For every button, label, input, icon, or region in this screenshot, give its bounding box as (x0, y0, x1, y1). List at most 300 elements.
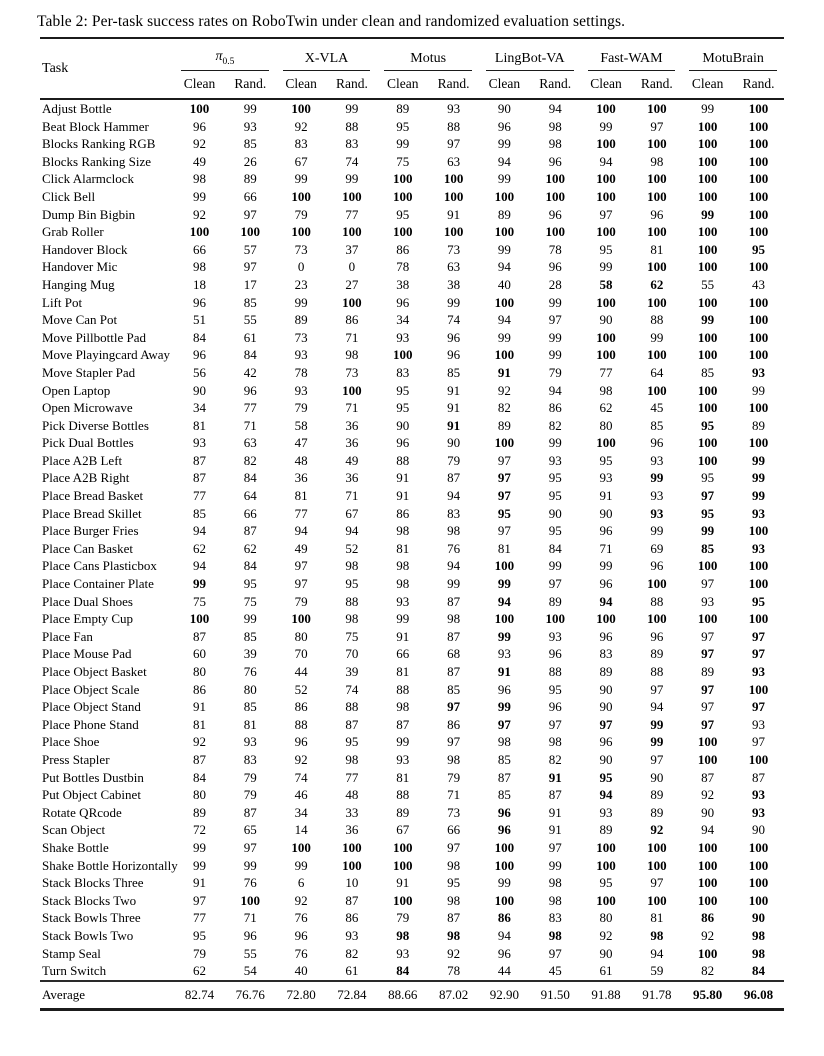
success-rate-cell: 100 (596, 224, 616, 240)
success-rate-cell: 93 (752, 787, 766, 803)
success-rate-cell: 96 (497, 118, 511, 134)
task-name-cell: Place A2B Right (42, 470, 130, 486)
success-rate-cell: 99 (345, 171, 359, 187)
success-rate-cell: 93 (650, 488, 664, 504)
task-name-cell: Click Alarmclock (42, 171, 135, 187)
success-rate-cell: 100 (697, 734, 718, 750)
success-rate-cell: 98 (192, 259, 206, 275)
success-rate-cell: 77 (294, 505, 308, 521)
success-rate-cell: 91 (192, 699, 206, 715)
success-rate-cell: 91 (548, 804, 562, 820)
table-row (40, 118, 784, 136)
success-rate-cell: 90 (192, 382, 206, 398)
success-rate-cell: 95 (701, 470, 715, 486)
success-rate-cell: 63 (447, 259, 461, 275)
success-rate-cell: 58 (599, 276, 613, 292)
table-row (40, 786, 784, 804)
success-rate-cell: 98 (396, 576, 410, 592)
success-rate-cell: 94 (497, 312, 511, 328)
column-header-rand: Rand. (234, 76, 267, 91)
success-rate-cell: 87 (243, 804, 257, 820)
success-rate-cell: 97 (447, 699, 461, 715)
success-rate-cell: 94 (701, 822, 715, 838)
success-rate-cell: 100 (494, 188, 515, 204)
success-rate-cell: 89 (548, 593, 562, 609)
success-rate-cell: 73 (447, 804, 461, 820)
success-rate-cell: 100 (189, 611, 210, 627)
success-rate-cell: 89 (752, 417, 766, 433)
success-rate-cell: 100 (697, 136, 718, 152)
success-rate-cell: 97 (447, 839, 461, 855)
success-rate-cell: 96 (192, 294, 206, 310)
success-rate-cell: 100 (494, 611, 515, 627)
success-rate-cell: 85 (243, 294, 257, 310)
table-row (40, 909, 784, 927)
success-rate-cell: 93 (497, 646, 511, 662)
success-rate-cell: 99 (497, 241, 511, 257)
success-rate-cell: 94 (345, 523, 359, 539)
success-rate-cell: 71 (345, 488, 359, 504)
success-rate-cell: 96 (650, 206, 664, 222)
success-rate-cell: 75 (243, 593, 257, 609)
success-rate-cell: 100 (697, 751, 718, 767)
success-rate-cell: 56 (192, 364, 206, 380)
success-rate-cell: 99 (701, 101, 715, 116)
success-rate-cell: 98 (548, 118, 562, 134)
task-name-cell: Stack Blocks Three (42, 875, 144, 891)
success-rate-cell: 66 (396, 646, 410, 662)
success-rate-cell: 97 (192, 892, 206, 908)
table-header (40, 38, 784, 99)
success-rate-cell: 95 (548, 470, 562, 486)
success-rate-cell: 97 (599, 716, 613, 732)
success-rate-cell: 86 (345, 910, 359, 926)
success-rate-cell: 44 (294, 664, 308, 679)
average-label-cell: Average (42, 986, 86, 1002)
success-rate-cell: 98 (650, 927, 664, 943)
success-rate-cell: 91 (548, 822, 562, 838)
success-rate-cell: 92 (599, 927, 613, 943)
task-name-cell: Open Microwave (42, 400, 133, 416)
success-rate-cell: 100 (393, 188, 413, 204)
success-rate-cell: 87 (345, 716, 359, 732)
success-rate-cell: 77 (345, 769, 359, 785)
task-name-cell: Stack Bowls Two (42, 927, 134, 943)
success-rate-cell: 93 (599, 804, 613, 820)
column-header-rand: Rand. (437, 76, 470, 91)
success-rate-cell: 100 (494, 294, 515, 310)
success-rate-cell: 100 (647, 576, 667, 592)
success-rate-cell: 100 (748, 576, 769, 592)
success-rate-cell: 100 (697, 241, 718, 257)
success-rate-cell: 100 (748, 224, 769, 240)
success-rate-cell: 98 (396, 523, 410, 539)
success-rate-cell: 97 (548, 716, 562, 732)
column-header-rand: Rand. (539, 76, 572, 91)
success-rate-cell: 96 (243, 927, 257, 943)
success-rate-cell: 100 (494, 857, 515, 873)
success-rate-cell: 86 (396, 241, 410, 257)
column-header-clean: Clean (387, 76, 419, 91)
success-rate-cell: 100 (647, 857, 667, 873)
success-rate-cell: 96 (294, 927, 308, 943)
success-rate-cell: 87 (701, 769, 715, 785)
column-header-rand: Rand. (742, 76, 775, 91)
success-rate-cell: 78 (294, 364, 308, 380)
success-rate-cell: 100 (748, 312, 769, 328)
average-value-cell: 91.88 (591, 986, 621, 1002)
success-rate-cell: 100 (596, 171, 616, 187)
success-rate-cell: 96 (548, 646, 562, 662)
success-rate-cell: 100 (647, 101, 667, 116)
average-value-cell: 72.80 (286, 986, 316, 1002)
success-rate-cell: 100 (596, 101, 616, 116)
column-header-rand: Rand. (335, 76, 368, 91)
success-rate-cell: 100 (393, 857, 413, 873)
table-row (40, 575, 784, 593)
success-rate-cell: 95 (396, 400, 410, 416)
success-rate-cell: 100 (240, 224, 261, 240)
table-row (40, 170, 784, 188)
success-rate-cell: 72 (192, 822, 206, 838)
success-rate-cell: 93 (548, 628, 562, 644)
success-rate-cell: 81 (243, 716, 257, 732)
success-rate-cell: 99 (192, 188, 206, 204)
success-rate-cell: 91 (192, 875, 206, 891)
table-row (40, 733, 784, 751)
success-rate-cell: 93 (294, 347, 308, 363)
success-rate-cell: 100 (545, 611, 565, 627)
success-rate-cell: 98 (548, 875, 562, 891)
task-name-cell: Move Playingcard Away (42, 347, 171, 363)
success-rate-cell: 95 (192, 927, 206, 943)
success-rate-cell: 95 (243, 576, 257, 592)
success-rate-cell: 91 (396, 628, 410, 644)
success-rate-cell: 87 (243, 523, 257, 539)
success-rate-cell: 76 (243, 875, 257, 891)
task-name-cell: Place Object Scale (42, 681, 140, 697)
success-rate-cell: 100 (697, 892, 718, 908)
average-value-cell: 72.84 (337, 986, 367, 1002)
success-rate-cell: 97 (548, 945, 562, 961)
success-rate-cell: 82 (345, 945, 359, 961)
success-rate-cell: 100 (697, 188, 718, 204)
success-rate-cell: 71 (345, 329, 359, 345)
success-rate-cell: 99 (294, 171, 308, 187)
success-rate-cell: 81 (650, 241, 664, 257)
success-rate-cell: 49 (345, 452, 359, 468)
success-rate-cell: 100 (647, 171, 667, 187)
table-row (40, 311, 784, 329)
success-rate-cell: 63 (243, 435, 257, 451)
success-rate-cell: 97 (548, 312, 562, 328)
success-rate-cell: 81 (497, 540, 511, 556)
success-rate-cell: 100 (748, 153, 769, 169)
success-rate-cell: 92 (294, 892, 308, 908)
success-rate-cell: 91 (396, 470, 410, 486)
success-rate-cell: 88 (345, 593, 359, 609)
success-rate-cell: 93 (599, 470, 613, 486)
success-rate-cell: 99 (701, 206, 715, 222)
success-rate-cell: 99 (294, 294, 308, 310)
success-rate-cell: 89 (192, 804, 206, 820)
header-row-models (40, 38, 784, 71)
task-name-cell: Place Object Stand (42, 699, 141, 715)
success-rate-cell: 93 (243, 118, 257, 134)
success-rate-cell: 88 (396, 787, 410, 803)
success-rate-cell: 91 (396, 488, 410, 504)
table-row (40, 399, 784, 417)
success-rate-cell: 58 (294, 417, 308, 433)
success-rate-cell: 92 (192, 136, 206, 152)
success-rate-cell: 95 (396, 118, 410, 134)
success-rate-cell: 100 (545, 171, 565, 187)
success-rate-cell: 91 (599, 488, 613, 504)
success-rate-cell: 85 (701, 364, 715, 380)
success-rate-cell: 96 (497, 681, 511, 697)
success-rate-cell: 86 (497, 910, 511, 926)
success-rate-cell: 85 (497, 787, 511, 803)
success-rate-cell: 87 (497, 769, 511, 785)
success-rate-cell: 98 (396, 558, 410, 574)
success-rate-cell: 66 (243, 188, 257, 204)
success-rate-cell: 94 (447, 488, 461, 504)
success-rate-cell: 89 (650, 804, 664, 820)
average-value-cell: 95.80 (693, 986, 723, 1002)
success-rate-cell: 99 (192, 857, 206, 873)
task-name-cell: Pick Diverse Bottles (42, 417, 149, 433)
task-name-cell: Grab Roller (42, 224, 104, 240)
success-rate-cell: 93 (752, 364, 766, 380)
success-rate-cell: 100 (494, 839, 515, 855)
success-rate-cell: 94 (599, 593, 613, 609)
success-rate-cell: 89 (497, 417, 511, 433)
success-rate-cell: 71 (243, 417, 257, 433)
success-rate-cell: 89 (294, 312, 308, 328)
success-rate-cell: 93 (396, 329, 410, 345)
success-rate-cell: 86 (447, 716, 461, 732)
success-rate-cell: 26 (243, 153, 257, 169)
success-rate-cell: 99 (548, 329, 562, 345)
success-rate-cell: 34 (396, 312, 410, 328)
success-rate-cell: 97 (650, 751, 664, 767)
success-rate-cell: 100 (596, 857, 616, 873)
success-rate-cell: 93 (447, 101, 461, 116)
table-row (40, 258, 784, 276)
table-row (40, 628, 784, 646)
success-rate-cell: 99 (548, 857, 562, 873)
success-rate-cell: 93 (650, 452, 664, 468)
success-rate-cell: 80 (599, 417, 613, 433)
success-rate-cell: 83 (345, 136, 359, 152)
success-rate-cell: 62 (192, 963, 206, 979)
task-name-cell: Place Container Plate (42, 576, 154, 592)
success-rate-cell: 100 (748, 611, 769, 627)
success-rate-cell: 84 (192, 329, 206, 345)
success-rate-cell: 87 (192, 751, 206, 767)
success-rate-cell: 73 (447, 241, 461, 257)
success-rate-cell: 93 (345, 927, 359, 943)
success-rate-cell: 87 (192, 470, 206, 486)
success-rate-cell: 90 (396, 417, 410, 433)
success-rate-cell: 87 (192, 452, 206, 468)
table-row (40, 663, 784, 681)
success-rate-cell: 83 (294, 136, 308, 152)
success-rate-cell: 100 (291, 101, 311, 116)
task-name-cell: Place Burger Fries (42, 523, 139, 539)
success-rate-cell: 78 (396, 259, 410, 275)
success-rate-cell: 97 (243, 839, 257, 855)
success-rate-cell: 100 (596, 329, 616, 345)
success-rate-cell: 89 (701, 664, 715, 679)
success-rate-cell: 99 (497, 875, 511, 891)
success-rate-cell: 91 (497, 364, 511, 380)
success-rate-cell: 10 (345, 875, 359, 891)
success-rate-cell: 93 (752, 716, 766, 732)
average-value-cell: 92.90 (489, 986, 520, 1002)
success-rate-cell: 75 (396, 153, 410, 169)
success-rate-cell: 89 (599, 664, 613, 679)
column-header-model (377, 38, 479, 71)
task-name-cell: Place Shoe (42, 734, 100, 750)
success-rate-cell: 89 (243, 171, 257, 187)
success-rate-cell: 93 (396, 593, 410, 609)
task-name-cell: Place Bread Skillet (42, 505, 142, 521)
success-rate-cell: 100 (596, 611, 616, 627)
success-rate-cell: 100 (342, 224, 362, 240)
success-rate-cell: 93 (752, 804, 766, 820)
success-rate-cell: 97 (599, 206, 613, 222)
table-row (40, 153, 784, 171)
success-rate-cell: 93 (243, 734, 257, 750)
success-rate-cell: 93 (752, 664, 766, 679)
success-rate-cell: 82 (497, 400, 511, 416)
success-rate-cell: 87 (447, 628, 461, 644)
success-rate-cell: 99 (650, 716, 664, 732)
task-name-cell: Place Cans Plasticbox (42, 558, 157, 574)
success-rate-cell: 95 (548, 488, 562, 504)
table-row (40, 857, 784, 875)
success-rate-cell: 99 (752, 382, 766, 398)
success-rate-cell: 86 (396, 505, 410, 521)
success-rate-cell: 92 (192, 206, 206, 222)
success-rate-cell: 39 (345, 664, 359, 679)
success-rate-cell: 94 (650, 945, 664, 961)
success-rate-cell: 98 (548, 927, 562, 943)
success-rate-cell: 97 (294, 558, 308, 574)
task-name-cell: Pick Dual Bottles (42, 435, 134, 451)
success-rate-cell: 100 (291, 839, 311, 855)
success-rate-cell: 100 (748, 259, 769, 275)
success-rate-cell: 97 (701, 628, 715, 644)
success-rate-cell: 84 (396, 963, 410, 979)
success-rate-cell: 100 (494, 558, 515, 574)
success-rate-cell: 70 (294, 646, 308, 662)
task-name-cell: Move Can Pot (42, 312, 118, 328)
success-rate-cell: 98 (497, 734, 511, 750)
success-rate-cell: 100 (748, 875, 769, 891)
success-rate-cell: 69 (650, 540, 664, 556)
success-rate-cell: 83 (447, 505, 461, 521)
success-rate-cell: 37 (345, 241, 359, 257)
success-rate-cell: 95 (701, 505, 715, 521)
success-rate-cell: 81 (650, 910, 664, 926)
success-rate-cell: 99 (701, 523, 715, 539)
success-rate-cell: 90 (752, 910, 766, 926)
success-rate-cell: 90 (548, 505, 562, 521)
success-rate-cell: 96 (497, 822, 511, 838)
success-rate-cell: 23 (294, 276, 308, 292)
success-rate-cell: 90 (599, 751, 613, 767)
task-name-cell: Rotate QRcode (42, 804, 122, 820)
success-rate-cell: 74 (345, 681, 359, 697)
success-rate-cell: 67 (294, 153, 308, 169)
success-rate-cell: 74 (345, 153, 359, 169)
success-rate-cell: 52 (294, 681, 308, 697)
success-rate-cell: 90 (599, 505, 613, 521)
success-rate-cell: 68 (447, 646, 461, 662)
success-rate-cell: 94 (447, 558, 461, 574)
success-rate-cell: 96 (192, 118, 206, 134)
success-rate-cell: 97 (701, 716, 715, 732)
table-row (40, 821, 784, 839)
success-rate-cell: 97 (650, 118, 664, 134)
success-rate-cell: 79 (294, 593, 308, 609)
success-rate-cell: 97 (548, 839, 562, 855)
table-row (40, 206, 784, 224)
success-rate-cell: 84 (752, 963, 766, 979)
task-name-cell: Place A2B Left (42, 452, 123, 468)
success-rate-cell: 87 (548, 787, 562, 803)
success-rate-cell: 100 (596, 347, 616, 363)
success-rate-cell: 100 (697, 224, 718, 240)
average-value-cell: 87.02 (438, 986, 469, 1002)
success-rate-cell: 77 (599, 364, 613, 380)
success-rate-cell: 83 (396, 364, 410, 380)
table-row (40, 223, 784, 241)
success-rate-cell: 96 (548, 699, 562, 715)
task-name-cell: Place Fan (42, 628, 93, 644)
success-rate-cell: 40 (294, 963, 308, 979)
success-rate-cell: 99 (497, 576, 511, 592)
table-row (40, 241, 784, 259)
success-rate-cell: 67 (396, 822, 410, 838)
success-rate-cell: 95 (752, 241, 766, 257)
success-rate-cell: 95 (345, 576, 359, 592)
success-rate-cell: 100 (748, 435, 769, 451)
success-rate-cell: 98 (447, 751, 461, 767)
success-rate-cell: 98 (548, 892, 562, 908)
model-name-subscript: 0.5 (222, 57, 235, 67)
success-rate-cell: 100 (393, 171, 413, 187)
column-header-clean: Clean (285, 76, 317, 91)
success-rate-cell: 85 (650, 417, 664, 433)
success-rate-cell: 97 (548, 576, 562, 592)
success-rate-cell: 97 (752, 646, 766, 662)
success-rate-cell: 94 (599, 153, 613, 169)
success-rate-cell: 100 (748, 751, 769, 767)
success-rate-cell: 81 (192, 417, 206, 433)
success-rate-cell: 96 (497, 804, 511, 820)
success-rate-cell: 88 (650, 664, 664, 679)
table-footer (40, 981, 784, 1010)
success-rate-cell: 100 (342, 839, 362, 855)
success-rate-cell: 87 (447, 470, 461, 486)
table-row (40, 188, 784, 206)
success-rate-cell: 99 (752, 488, 766, 504)
success-rate-cell: 100 (596, 188, 616, 204)
success-rate-cell: 84 (192, 769, 206, 785)
